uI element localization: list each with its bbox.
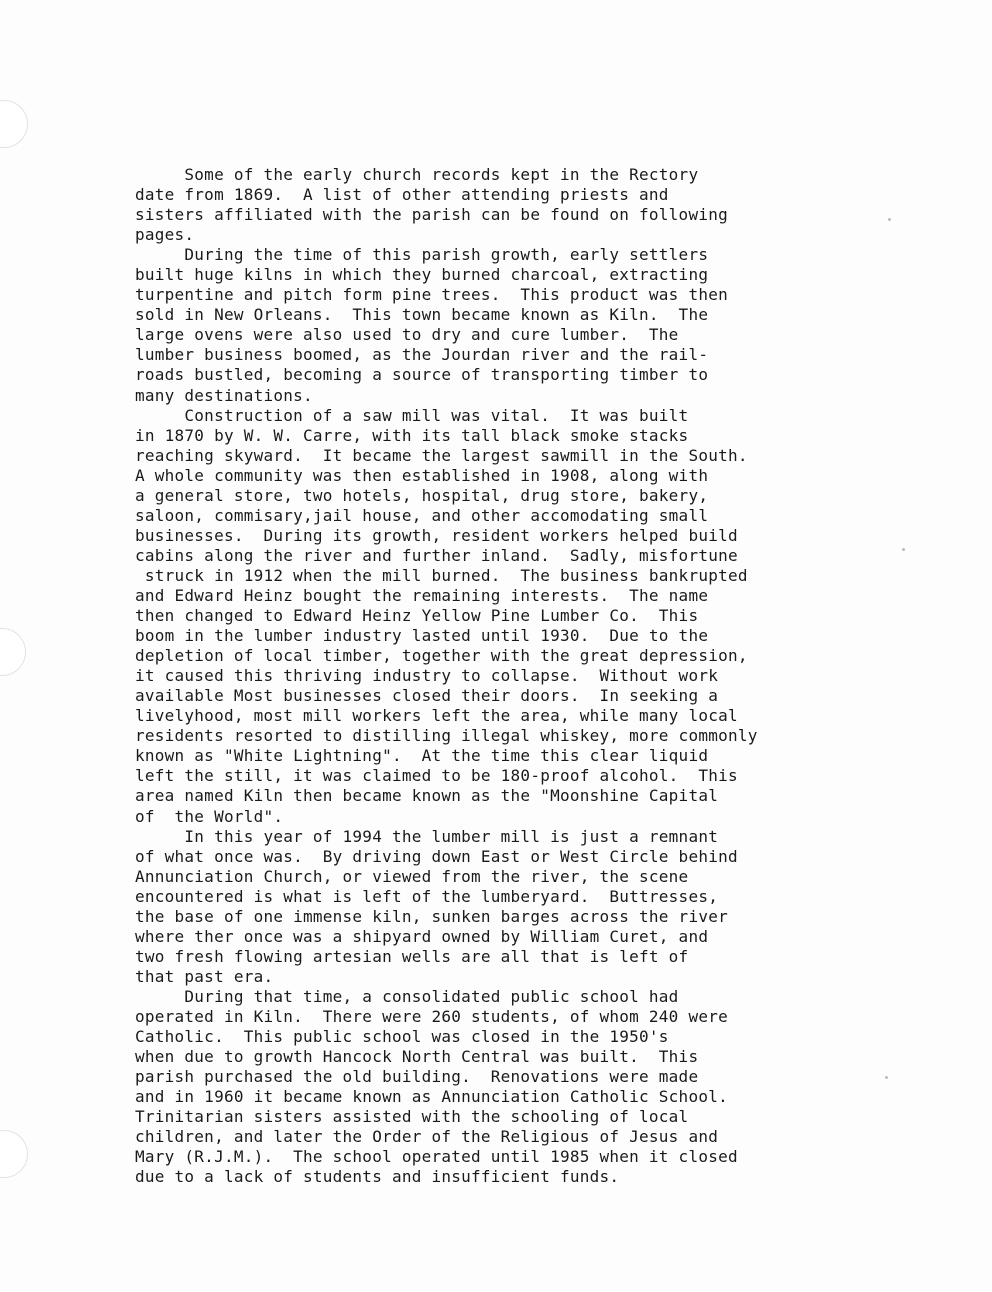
text-line: in 1870 by W. W. Carre, with its tall black smoke stacks bbox=[135, 425, 689, 445]
text-line: lumber business boomed, as the Jourdan river and the rail- bbox=[135, 345, 709, 365]
text-line: Construction of a saw mill was vital. It was built bbox=[135, 405, 689, 425]
paragraph bbox=[135, 827, 925, 987]
text-line: reaching skyward. It became the largest sawmill in the South. bbox=[135, 445, 748, 465]
text-line: available Most businesses closed their doors. In seeking a bbox=[135, 686, 719, 706]
text-line: and Edward Heinz bought the remaining interests. The name bbox=[135, 585, 709, 605]
text-line: During that time, a consolidated public school had bbox=[135, 986, 679, 1006]
text-line: Catholic. This public school was closed in the 1950's bbox=[135, 1027, 669, 1047]
text-line: parish purchased the old building. Renovations were made bbox=[135, 1067, 699, 1087]
text-line: where ther once was a shipyard owned by William Curet, and bbox=[135, 926, 709, 946]
text-line: the base of one immense kiln, sunken barges across the river bbox=[135, 906, 728, 926]
text-line: then changed to Edward Heinz Yellow Pine Lumber Co. This bbox=[135, 606, 699, 626]
text-line: cabins along the river and further inland. Sadly, misfortune bbox=[135, 545, 738, 565]
paragraph bbox=[135, 406, 925, 827]
text-line: when due to growth Hancock North Central was built. This bbox=[135, 1047, 699, 1067]
text-line: a general store, two hotels, hospital, drug store, bakery, bbox=[135, 485, 709, 505]
text-line: and in 1960 it became known as Annunciation Catholic School. bbox=[135, 1087, 728, 1107]
text-line: turpentine and pitch form pine trees. This product was then bbox=[135, 285, 728, 305]
text-line: encountered is what is left of the lumberyard. Buttresses, bbox=[135, 886, 719, 906]
text-line: livelyhood, most mill workers left the area, while many local bbox=[135, 706, 738, 726]
text-line: saloon, commisary,jail house, and other accomodating small bbox=[135, 505, 709, 525]
text-line: date from 1869. A list of other attending priests and bbox=[135, 185, 669, 205]
text-line: sisters affiliated with the parish can be found on following bbox=[135, 205, 728, 225]
text-line: In this year of 1994 the lumber mill is just a remnant bbox=[135, 826, 719, 846]
punch-hole-middle bbox=[0, 628, 26, 676]
text-line: two fresh flowing artesian wells are all that is left of bbox=[135, 946, 689, 966]
text-line: residents resorted to distilling illegal whiskey, more commonly bbox=[135, 726, 758, 746]
document-body bbox=[135, 165, 925, 1187]
punch-hole-bottom bbox=[0, 1130, 28, 1178]
text-line: built huge kilns in which they burned charcoal, extracting bbox=[135, 265, 709, 285]
text-line: large ovens were also used to dry and cure lumber. The bbox=[135, 325, 679, 345]
text-line: businesses. During its growth, resident workers helped build bbox=[135, 525, 738, 545]
text-line: roads bustled, becoming a source of transporting timber to bbox=[135, 365, 709, 385]
text-line: sold in New Orleans. This town became known as Kiln. The bbox=[135, 305, 709, 325]
text-line: area named Kiln then became known as the "Moonshine Capital bbox=[135, 786, 719, 806]
text-line: Annunciation Church, or viewed from the river, the scene bbox=[135, 866, 689, 886]
text-line: pages. bbox=[135, 225, 195, 245]
text-line: boom in the lumber industry lasted until 1930. Due to the bbox=[135, 626, 709, 646]
text-line: Mary (R.J.M.). The school operated until 1985 when it closed bbox=[135, 1147, 738, 1167]
text-line: children, and later the Order of the Religious of Jesus and bbox=[135, 1127, 719, 1147]
text-line: Trinitarian sisters assisted with the schooling of local bbox=[135, 1107, 689, 1127]
text-line: struck in 1912 when the mill burned. The business bankrupted bbox=[135, 565, 748, 585]
text-line: Some of the early church records kept in the Rectory bbox=[135, 165, 699, 184]
paragraph bbox=[135, 165, 925, 245]
text-line: it caused this thriving industry to collapse. Without work bbox=[135, 666, 719, 686]
text-line: due to a lack of students and insufficient funds. bbox=[135, 1167, 620, 1187]
text-line: left the still, it was claimed to be 180-proof alcohol. This bbox=[135, 766, 738, 786]
text-line: During the time of this parish growth, early settlers bbox=[135, 245, 709, 265]
punch-hole-top bbox=[0, 100, 28, 148]
paragraph bbox=[135, 245, 925, 405]
text-line: of the World". bbox=[135, 806, 284, 826]
text-line: known as "White Lightning". At the time this clear liquid bbox=[135, 746, 709, 766]
text-line: many destinations. bbox=[135, 385, 313, 405]
text-line: depletion of local timber, together with the great depression, bbox=[135, 646, 748, 666]
text-line: operated in Kiln. There were 260 students, of whom 240 were bbox=[135, 1006, 728, 1026]
text-line: that past era. bbox=[135, 966, 274, 986]
text-line: of what once was. By driving down East or West Circle behind bbox=[135, 846, 738, 866]
text-line: A whole community was then established in 1908, along with bbox=[135, 465, 709, 485]
paragraph bbox=[135, 987, 925, 1187]
